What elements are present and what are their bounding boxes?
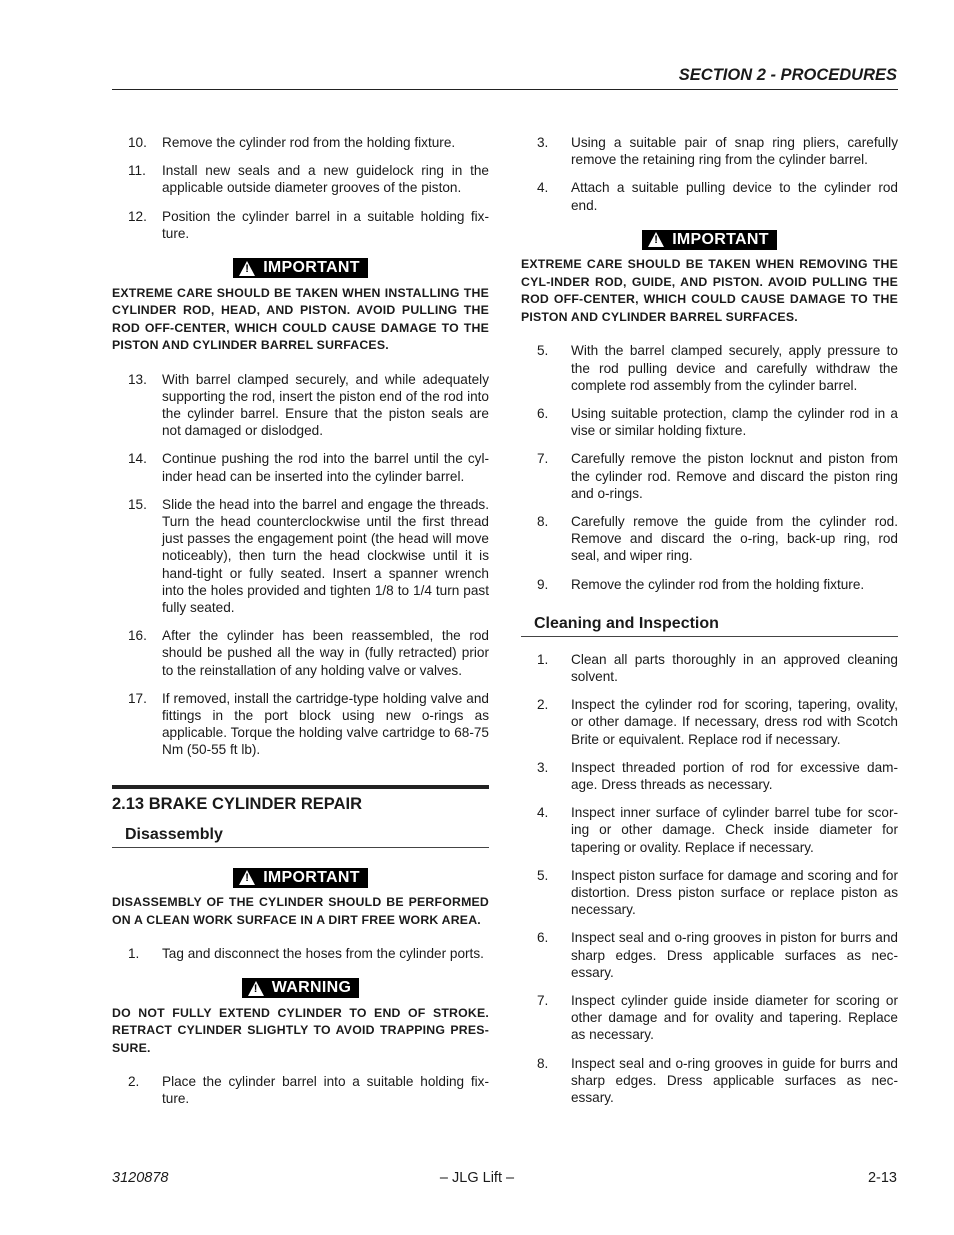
step-text: Position the cylinder barrel in a suitable holding fix-ture. [162, 208, 489, 241]
brand-footer: – JLG Lift – [439, 1170, 515, 1186]
list-item [521, 576, 898, 593]
warning-text: DO NOT FULLY EXTEND CYLINDER TO END OF STROKE. RETRACT CYLINDER SLIGHTLY TO AVOID TRAPPING PRES-SURE. [112, 1005, 489, 1055]
step-text: Using a suitable pair of snap ring pliers, carefully remove the retaining ring from the cylinder barrel. [571, 135, 898, 168]
step-text: Tag and disconnect the hoses from the cylinder ports. [162, 946, 484, 962]
list-item [112, 134, 489, 151]
badge-label: IMPORTANT [672, 230, 769, 248]
step-text: Inspect threaded portion of rod for excessive dam-age. Dress threads as necessary. [571, 759, 898, 792]
step-number: 4. [537, 180, 549, 196]
step-number: 7. [537, 451, 549, 467]
header-rule [112, 89, 898, 90]
step-text: Place the cylinder barrel into a suitable holding fix-ture. [162, 1074, 489, 1107]
step-number: 13. [128, 371, 147, 387]
step-text: Install new seals and a new guidelock ring in the applicable outside diameter grooves of the piston. [162, 163, 489, 196]
step-number: 1. [537, 651, 549, 667]
step-text: Using suitable protection, clamp the cylinder rod in a vise or similar holding fixture. [571, 405, 898, 439]
list-item [112, 496, 489, 616]
step-text: Slide the head into the barrel and engage the threads. Turn the head counterclockwise until the first thread just passes the engagement point (the head will move noticeably), then turn the head clockwise until it is hand-tight or fully seated. Insert a spanner wrench into the holes provided and tighten 1/8 to 1/4 turn past fully seated. [162, 496, 489, 615]
list-item [521, 992, 898, 1044]
step-text: Remove the cylinder rod from the holding fixture. [162, 135, 456, 150]
step-text: With the barrel clamped securely, apply pressure to the rod pulling device and carefully withdraw the complete rod assembly from the cylinder barrel. [571, 343, 898, 393]
list-item [521, 134, 898, 168]
list-item [521, 342, 898, 394]
important-notice [112, 868, 489, 891]
step-number: 17. [128, 690, 147, 706]
warning-notice [112, 978, 489, 1001]
list-item [521, 759, 898, 793]
list-item [521, 929, 898, 981]
right-column [521, 134, 898, 1117]
step-list [112, 945, 489, 962]
list-item [112, 162, 489, 196]
step-number: 7. [537, 993, 549, 1008]
step-number: 1. [128, 946, 140, 962]
list-item [112, 945, 489, 962]
step-number: 5. [537, 343, 549, 359]
step-number: 9. [537, 576, 549, 592]
list-item [112, 627, 489, 679]
step-number: 4. [537, 805, 549, 821]
warning-triangle-icon [248, 981, 264, 996]
step-text: After the cylinder has been reassembled, the rod should be pushed all the way in (fully retracted) prior to the reinstallation of any holding valve or valves. [162, 628, 489, 678]
important-text: DISASSEMBLY OF THE CYLINDER SHOULD BE PERFORMED ON A CLEAN WORK SURFACE IN A DIRT FREE WORK AREA. [112, 895, 489, 927]
step-list [521, 651, 898, 1106]
subsection-disassembly: Disassembly [112, 826, 489, 848]
step-text: Continue pushing the rod into the barrel until the cyl-inder head can be inserted into the cylinder barrel. [162, 451, 489, 484]
step-number: 2. [128, 1074, 140, 1090]
badge-label: WARNING [271, 979, 352, 997]
list-item [521, 1055, 898, 1107]
warning-triangle-icon [239, 870, 255, 885]
step-list [112, 371, 489, 759]
step-number: 12. [128, 208, 147, 224]
important-badge [233, 868, 368, 888]
important-badge [233, 258, 368, 278]
step-number: 8. [537, 1055, 549, 1071]
badge-label: IMPORTANT [263, 868, 360, 886]
important-notice [112, 258, 489, 281]
step-text: Attach a suitable pulling device to the cylinder rod end. [571, 180, 898, 213]
warning-badge [242, 978, 359, 998]
step-text: If removed, install the cartridge-type holding valve and fittings in the port block using new o-rings as applicable. Torque the holding valve cartridge to 68-75 Nm (50-55 ft lb). [162, 690, 489, 758]
list-item [521, 405, 898, 439]
step-number: 2. [537, 697, 549, 713]
important-text: EXTREME CARE SHOULD BE TAKEN WHEN INSTALLING THE CYLINDER ROD, HEAD, AND PISTON. AVOID PULLING THE ROD OFF-CENTER, WHICH COULD CAUSE DAMAGE TO THE PISTON AND CYLINDER BARREL SURFACES. [112, 285, 489, 353]
step-text: Carefully remove the piston locknut and piston from the cylinder rod. Remove and discard the piston ring and o-rings. [571, 451, 898, 501]
step-number: 10. [128, 135, 147, 150]
step-text: Clean all parts thoroughly in an approved cleaning solvent. [571, 651, 898, 684]
list-item [521, 450, 898, 502]
step-text: Remove the cylinder rod from the holding fixture. [571, 576, 865, 592]
step-number: 8. [537, 513, 549, 529]
list-item [521, 867, 898, 919]
step-number: 5. [537, 867, 549, 883]
step-text: Inspect seal and o-ring grooves in guide for burrs and sharp edges. Dress applicable surfaces as nec-essary. [571, 1055, 898, 1106]
left-column [112, 134, 489, 1119]
section-header: SECTION 2 - PROCEDURES [678, 66, 897, 84]
step-text: Inspect cylinder guide inside diameter for scoring or other damage and for ovality and tapering. Replace as necessary. [571, 993, 898, 1043]
important-notice [521, 230, 898, 253]
section-heading [112, 785, 489, 814]
page-number: 2-13 [867, 1170, 897, 1186]
list-item [112, 690, 489, 759]
section-title: 2.13 BRAKE CYLINDER REPAIR [112, 794, 362, 813]
step-text: Carefully remove the guide from the cylinder rod. Remove and discard the o-ring, back-up ring, rod seal, and wiper ring. [571, 513, 898, 564]
list-item [112, 208, 489, 242]
step-number: 11. [128, 163, 146, 179]
step-list [521, 134, 898, 214]
warning-triangle-icon [648, 232, 664, 247]
step-list [112, 1073, 489, 1107]
step-number: 15. [128, 496, 147, 512]
step-list [112, 134, 489, 242]
list-item [521, 651, 898, 685]
step-list [521, 342, 898, 592]
step-number: 6. [537, 405, 549, 421]
step-text: Inspect inner surface of cylinder barrel tube for scor-ing or other damage. Check inside diameter for tapering or ovality. Replace if necessary. [571, 805, 898, 855]
step-text: Inspect seal and o-ring grooves in piston for burrs and sharp edges. Dress applicable surfaces as nec-essary. [571, 930, 898, 980]
step-text: Inspect piston surface for damage and scoring and for distortion. Dress piston surface or replace piston as necessary. [571, 867, 898, 918]
warning-triangle-icon [239, 261, 255, 276]
step-text: With barrel clamped securely, and while adequately supporting the rod, insert the piston end of the rod into the cylinder barrel. Ensure that the piston seals are not damaged or dislodged. [162, 371, 489, 439]
list-item [112, 371, 489, 440]
step-text: Inspect the cylinder rod for scoring, tapering, ovality, or other damage. If necessary, dress rod with Scotch Brite or equivalent. Replace rod if necessary. [571, 697, 898, 747]
list-item [521, 696, 898, 748]
important-badge [642, 230, 777, 250]
doc-number: 3120878 [112, 1170, 169, 1186]
subsection-cleaning: Cleaning and Inspection [521, 615, 898, 637]
list-item [112, 450, 489, 484]
badge-label: IMPORTANT [263, 259, 360, 277]
important-text: EXTREME CARE SHOULD BE TAKEN WHEN REMOVING THE CYL-INDER ROD, GUIDE, AND PISTON. AVOID PULLING THE ROD OFF-CENTER, WHICH COULD CAUSE DAMAGE TO THE PISTON AND CYLINDER BARREL SURFACES. [521, 257, 898, 324]
step-number: 3. [537, 135, 549, 150]
step-number: 6. [537, 930, 549, 946]
list-item [112, 1073, 489, 1107]
list-item [521, 179, 898, 213]
step-number: 16. [128, 628, 147, 644]
list-item [521, 513, 898, 565]
step-number: 3. [537, 759, 549, 775]
step-number: 14. [128, 451, 147, 467]
list-item [521, 804, 898, 856]
